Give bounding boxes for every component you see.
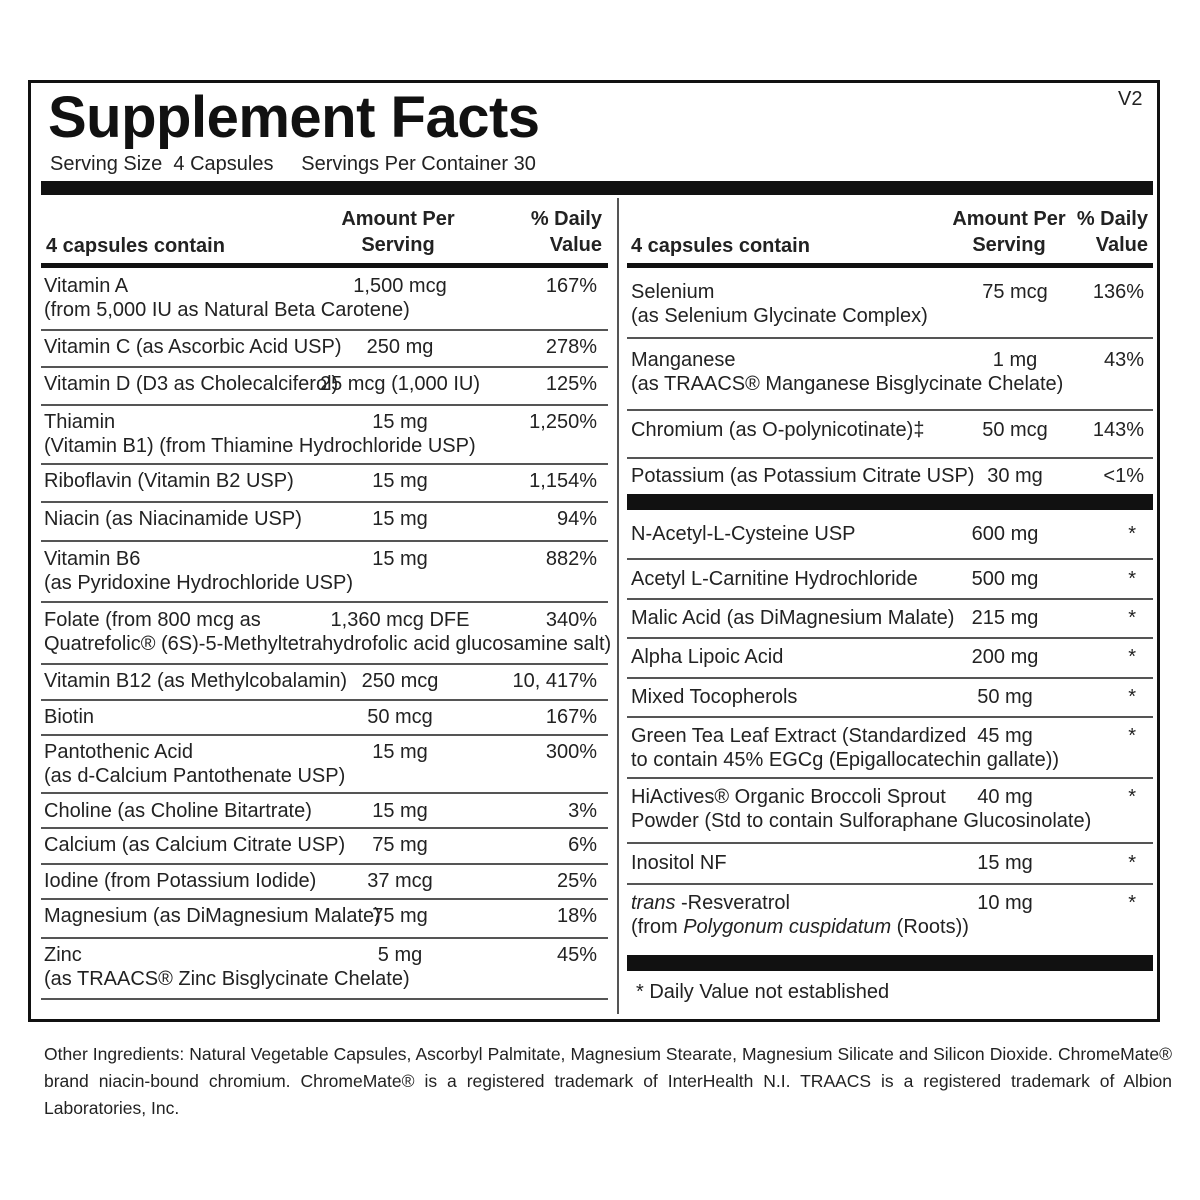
nutrient-daily-value: 1,250% (529, 411, 597, 433)
nutrient-daily-value: 167% (545, 706, 597, 728)
nutrient-amount: 25 mcg (1,000 IU) (319, 373, 481, 395)
nutrient-name: Acetyl L-Carnitine Hydrochloride (631, 568, 918, 590)
nutrient-amount: 50 mg (977, 686, 1033, 708)
nutrient-daily-value: 167% (545, 275, 597, 297)
nutrient-amount: 15 mg (372, 508, 428, 530)
nutrient-source: Powder (Std to contain Sulforaphane Glucosinolate) (631, 810, 1092, 832)
nutrient-amount: 500 mg (971, 568, 1039, 590)
row-divider (627, 598, 1153, 600)
nutrient-name: Calcium (as Calcium Citrate USP) (44, 834, 346, 856)
right-bottom-thick-bar (627, 955, 1153, 971)
nutrient-source: (as TRAACS® Manganese Bisglycinate Chelate) (631, 373, 1064, 395)
nutrient-name: Inositol NF (631, 852, 727, 874)
row-divider (41, 404, 608, 406)
right-header-amount-line2: Serving (972, 234, 1046, 256)
left-header-amount-line2: Serving (361, 234, 435, 256)
nutrient-name (631, 891, 790, 915)
version-label: V2 (1118, 88, 1143, 110)
nutrient-daily-value: 340% (545, 609, 597, 631)
row-divider (627, 777, 1153, 779)
row-divider (41, 863, 608, 865)
row-divider (41, 366, 608, 368)
row-divider (41, 998, 608, 1000)
nutrient-name: Zinc (44, 944, 82, 966)
row-divider (41, 827, 608, 829)
nutrient-daily-value: 45% (556, 944, 597, 966)
nutrient-name: Iodine (from Potassium Iodide) (44, 870, 317, 892)
nutrient-daily-value: <1% (1103, 465, 1144, 487)
serving-info (50, 153, 536, 176)
right-header-dv (1062, 206, 1148, 258)
row-divider (41, 463, 608, 465)
nutrient-amount: 37 mcg (367, 870, 433, 892)
row-divider (41, 663, 608, 665)
nutrient-amount: 30 mg (987, 465, 1043, 487)
right-mid-thick-bar (627, 494, 1153, 510)
right-header-dv-line2: Value (1095, 234, 1148, 256)
nutrient-daily-value: 94% (556, 508, 597, 530)
nutrient-name: Biotin (44, 706, 95, 728)
nutrient-amount: 15 mg (977, 852, 1033, 874)
left-header-dv (500, 206, 602, 258)
nutrient-daily-value: 1,154% (529, 470, 597, 492)
nutrient-amount: 50 mcg (367, 706, 433, 728)
nutrient-daily-value: * (1128, 786, 1136, 808)
nutrient-daily-value: 43% (1103, 349, 1144, 371)
row-divider (627, 842, 1153, 844)
nutrient-amount: 250 mcg (361, 670, 439, 692)
left-header-amount (330, 206, 466, 258)
serving-size: Serving Size 4 Capsules (50, 153, 274, 175)
top-thick-bar (41, 181, 1153, 195)
nutrient-daily-value: 300% (545, 741, 597, 763)
nutrient-amount: 200 mg (971, 646, 1039, 668)
nutrient-amount: 15 mg (372, 800, 428, 822)
row-divider (627, 677, 1153, 679)
nutrient-source: Quatrefolic® (6S)-5-Methyltetrahydrofolic acid glucosamine salt) (44, 633, 612, 655)
nutrient-name: Selenium (631, 281, 715, 303)
nutrient-amount: 75 mg (372, 905, 428, 927)
nutrient-amount: 15 mg (372, 548, 428, 570)
nutrient-daily-value: * (1128, 892, 1136, 914)
nutrient-source: (from 5,000 IU as Natural Beta Carotene) (44, 299, 410, 321)
nutrient-daily-value: 10, 417% (512, 670, 597, 692)
row-divider (627, 409, 1153, 411)
nutrient-name: Mixed Tocopherols (631, 686, 798, 708)
row-divider (41, 540, 608, 542)
nutrient-amount: 75 mcg (982, 281, 1048, 303)
nutrient-name: N-Acetyl-L-Cysteine USP (631, 523, 856, 545)
row-divider (627, 883, 1153, 885)
panel-title: Supplement Facts (48, 85, 540, 150)
nutrient-daily-value: 125% (545, 373, 597, 395)
nutrient-name-italic: trans (631, 892, 676, 914)
nutrient-amount: 5 mg (377, 944, 423, 966)
nutrient-name: Green Tea Leaf Extract (Standardized (631, 725, 967, 747)
row-divider (41, 501, 608, 503)
nutrient-name: Potassium (as Potassium Citrate USP) (631, 465, 975, 487)
nutrient-name: Manganese (631, 349, 736, 371)
nutrient-daily-value: 882% (545, 548, 597, 570)
nutrient-daily-value: 278% (545, 336, 597, 358)
nutrient-amount: 250 mg (366, 336, 434, 358)
row-divider (41, 937, 608, 939)
nutrient-name: Chromium (as O-polynicotinate)‡ (631, 419, 925, 441)
nutrient-daily-value: * (1128, 725, 1136, 747)
nutrient-source: (as Selenium Glycinate Complex) (631, 305, 928, 327)
nutrient-daily-value: 25% (556, 870, 597, 892)
nutrient-amount: 215 mg (971, 607, 1039, 629)
row-divider (627, 558, 1153, 560)
nutrient-name: Folate (from 800 mcg as (44, 609, 261, 631)
nutrient-daily-value: 6% (568, 834, 597, 856)
nutrient-name: Vitamin A (44, 275, 129, 297)
nutrient-name: HiActives® Organic Broccoli Sprout (631, 786, 946, 808)
nutrient-daily-value: * (1128, 686, 1136, 708)
left-header-contain: 4 capsules contain (46, 235, 225, 257)
nutrient-daily-value: 143% (1092, 419, 1144, 441)
nutrient-amount: 1,500 mcg (353, 275, 447, 297)
nutrient-source: (as d-Calcium Pantothenate USP) (44, 765, 346, 787)
nutrient-name: Alpha Lipoic Acid (631, 646, 784, 668)
nutrient-name: Vitamin C (as Ascorbic Acid USP) (44, 336, 342, 358)
row-divider (41, 734, 608, 736)
right-header-bar (627, 263, 1153, 268)
nutrient-amount: 40 mg (977, 786, 1033, 808)
left-header-bar (41, 263, 608, 268)
nutrient-daily-value: * (1128, 523, 1136, 545)
nutrient-name: Magnesium (as DiMagnesium Malate) (44, 905, 381, 927)
left-header-dv-line2: Value (549, 234, 602, 256)
row-divider (41, 601, 608, 603)
nutrient-amount: 75 mg (372, 834, 428, 856)
nutrient-daily-value: 3% (568, 800, 597, 822)
nutrient-source-post: (Roots)) (891, 916, 969, 938)
nutrient-source: (Vitamin B1) (from Thiamine Hydrochloride USP) (44, 435, 476, 457)
nutrient-amount: 50 mcg (982, 419, 1048, 441)
row-divider (41, 898, 608, 900)
left-header-amount-line1: Amount Per (341, 208, 455, 230)
nutrient-name: Vitamin B6 (44, 548, 141, 570)
nutrient-daily-value: 18% (556, 905, 597, 927)
nutrient-amount: 15 mg (372, 470, 428, 492)
nutrient-name-rest: -Resveratrol (675, 892, 790, 914)
nutrient-amount: 15 mg (372, 411, 428, 433)
nutrient-source (631, 915, 969, 939)
nutrient-daily-value: * (1128, 607, 1136, 629)
nutrient-source-italic: Polygonum cuspidatum (683, 916, 892, 938)
nutrient-amount: 1 mg (992, 349, 1038, 371)
nutrient-name: Riboflavin (Vitamin B2 USP) (44, 470, 294, 492)
nutrient-daily-value: * (1128, 646, 1136, 668)
nutrient-name: Niacin (as Niacinamide USP) (44, 508, 302, 530)
nutrient-amount: 1,360 mcg DFE (330, 609, 470, 631)
other-ingredients: Other Ingredients: Natural Vegetable Capsules, Ascorbyl Palmitate, Magnesium Stearate, Magnesium Silicate and Silicon Dioxide. ChromeMate® brand niacin-bound chromium. ChromeMate® is a registered trademark of InterHealth N.I. TRAACS is a registered trademark of Albion Laboratories, Inc. (44, 1044, 1172, 1118)
nutrient-source: (as Pyridoxine Hydrochloride USP) (44, 572, 354, 594)
nutrient-source-pre: (from (631, 916, 684, 938)
nutrient-name: Pantothenic Acid (44, 741, 193, 763)
row-divider (627, 716, 1153, 718)
nutrient-source: (as TRAACS® Zinc Bisglycinate Chelate) (44, 968, 410, 990)
row-divider (627, 337, 1153, 339)
nutrient-source: to contain 45% EGCg (Epigallocatechin gallate)) (631, 749, 1060, 771)
daily-value-footnote: * Daily Value not established (636, 981, 890, 1003)
row-divider (627, 637, 1153, 639)
row-divider (41, 329, 608, 331)
nutrient-amount: 600 mg (971, 523, 1039, 545)
servings-per-container: Servings Per Container 30 (301, 153, 536, 175)
nutrient-daily-value: * (1128, 568, 1136, 590)
nutrient-amount: 15 mg (372, 741, 428, 763)
right-header-dv-line1: % Daily (1076, 208, 1148, 230)
nutrient-daily-value: * (1128, 852, 1136, 874)
nutrient-name: Choline (as Choline Bitartrate) (44, 800, 312, 822)
nutrient-name: Malic Acid (as DiMagnesium Malate) (631, 607, 955, 629)
row-divider (627, 457, 1153, 459)
right-header-amount (942, 206, 1076, 258)
nutrient-name: Thiamin (44, 411, 116, 433)
nutrient-daily-value: 136% (1092, 281, 1144, 303)
nutrient-name: Vitamin D (D3 as Cholecalciferol) (44, 373, 339, 395)
nutrient-amount: 10 mg (977, 892, 1033, 914)
left-header-dv-line1: % Daily (530, 208, 602, 230)
nutrient-name: Vitamin B12 (as Methylcobalamin) (44, 670, 348, 692)
nutrient-amount: 45 mg (977, 725, 1033, 747)
right-header-contain: 4 capsules contain (631, 235, 810, 257)
right-header-amount-line1: Amount Per (952, 208, 1066, 230)
row-divider (41, 699, 608, 701)
row-divider (41, 792, 608, 794)
column-divider (617, 198, 619, 1014)
